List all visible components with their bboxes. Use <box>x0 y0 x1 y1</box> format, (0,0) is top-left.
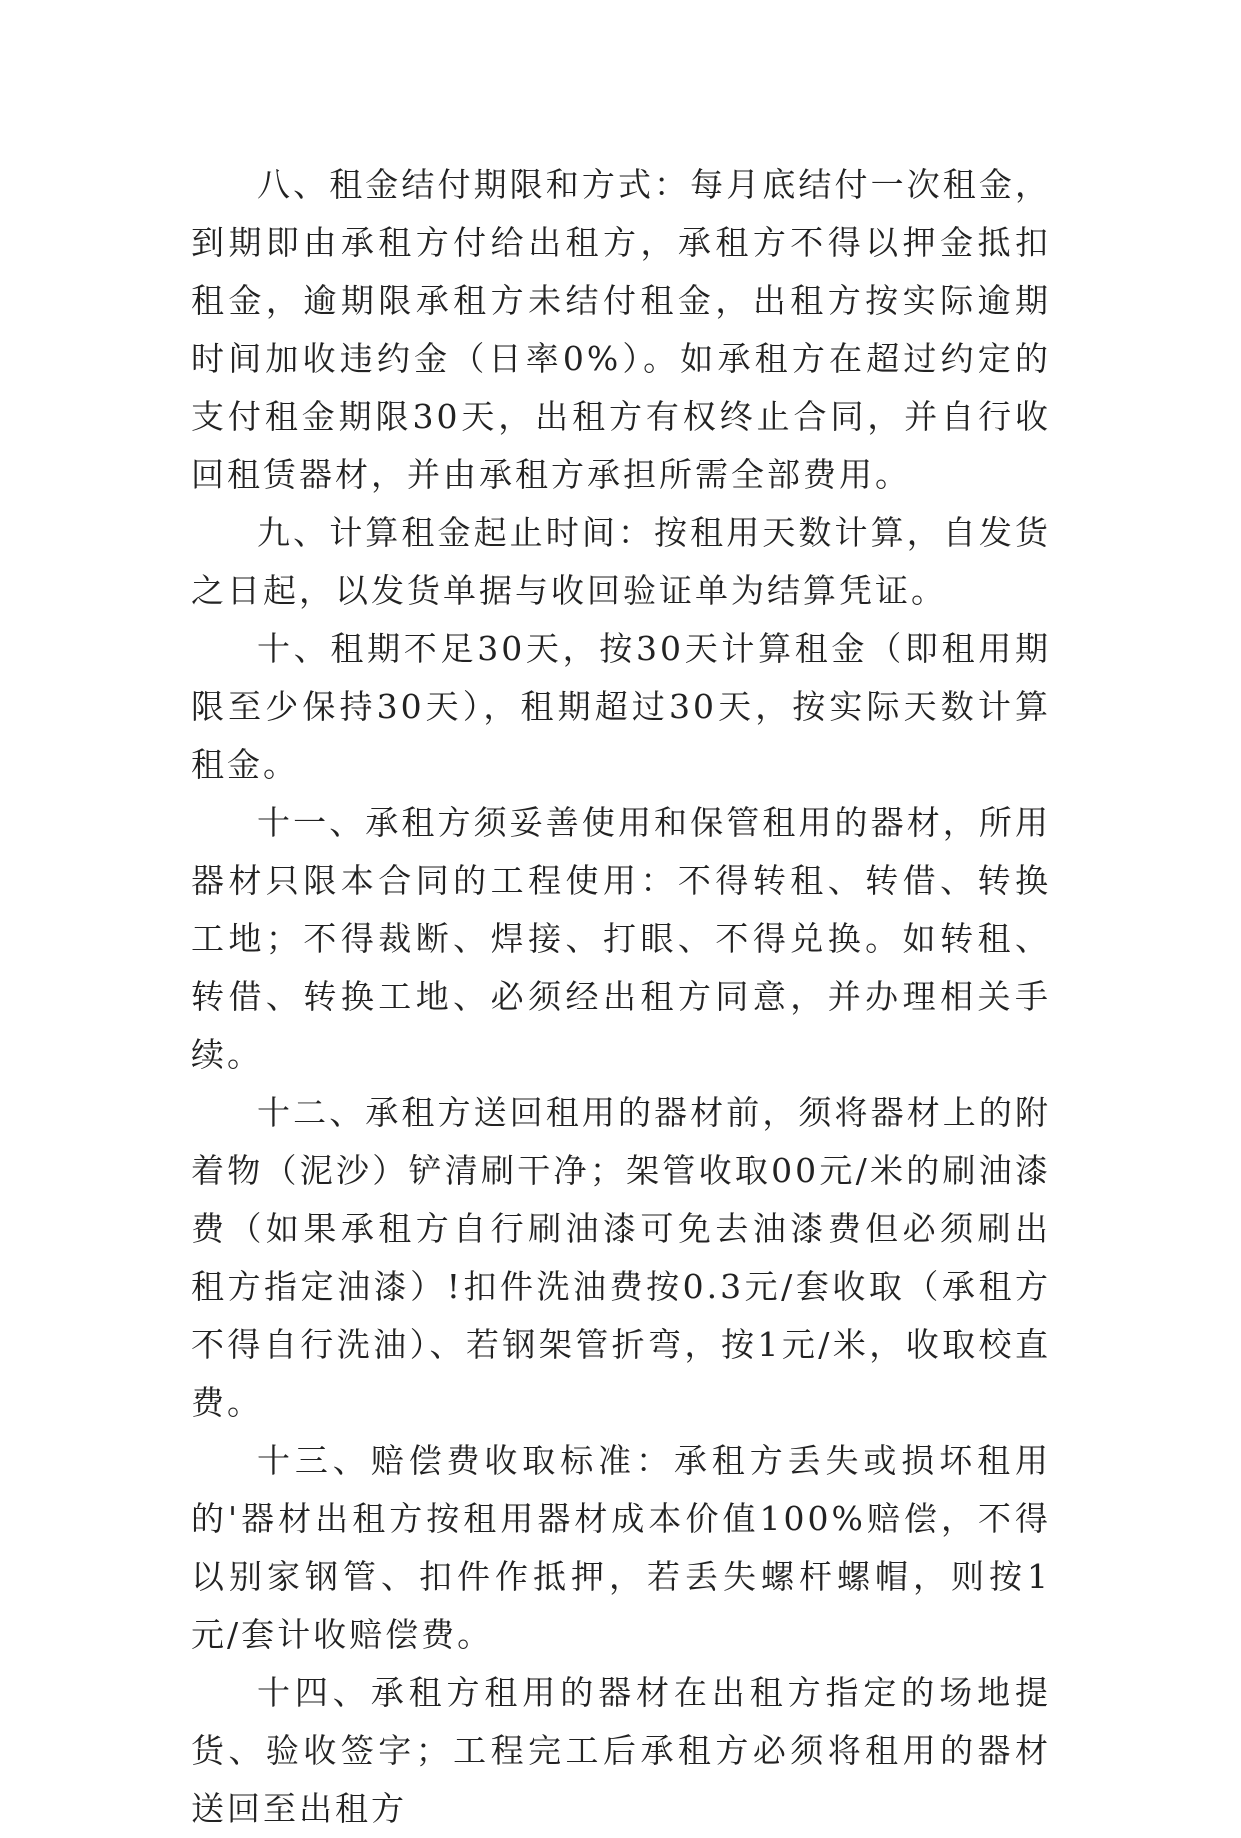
clause-13-paragraph: 十三、赔偿费收取标准：承租方丢失或损坏租用的'器材出租方按租用器材成本价值100%赔偿，不得以别家钢管、扣件作抵押，若丢失螺杆螺帽，则按1元/套计收赔偿费。 <box>191 1441 1051 1654</box>
document-body <box>191 156 1051 1838</box>
clause-9-paragraph: 九、计算租金起止时间：按租用天数计算，自发货之日起，以发货单据与收回验证单为结算凭证。 <box>191 513 1051 610</box>
clause-14-paragraph: 十四、承租方租用的器材在出租方指定的场地提货、验收签字；工程完工后承租方必须将租用的器材送回至出租方 <box>191 1673 1051 1828</box>
clause-10-paragraph: 十、租期不足30天，按30天计算租金（即租用期限至少保持30天），租期超过30天，按实际天数计算租金。 <box>191 629 1051 784</box>
clause-8-paragraph: 八、租金结付期限和方式：每月底结付一次租金，到期即由承租方付给出租方，承租方不得以押金抵扣租金，逾期限承租方未结付租金，出租方按实际逾期时间加收违约金（日率0%）。如承租方在超过约定的支付租金期限30天，出租方有权终止合同，并自行收回租赁器材，并由承租方承担所需全部费用。 <box>191 165 1051 494</box>
clause-11-paragraph: 十一、承租方须妥善使用和保管租用的器材，所用器材只限本合同的工程使用：不得转租、转借、转换工地；不得裁断、焊接、打眼、不得兑换。如转租、转借、转换工地、必须经出租方同意，并办理相关手续。 <box>191 803 1051 1074</box>
clause-12-paragraph: 十二、承租方送回租用的器材前，须将器材上的附着物（泥沙）铲清刷干净；架管收取00元/米的刷油漆费（如果承租方自行刷油漆可免去油漆费但必须刷出租方指定油漆）!扣件洗油费按0.3元/套收取（承租方不得自行洗油）、若钢架管折弯，按1元/米，收取校直费。 <box>191 1093 1051 1422</box>
